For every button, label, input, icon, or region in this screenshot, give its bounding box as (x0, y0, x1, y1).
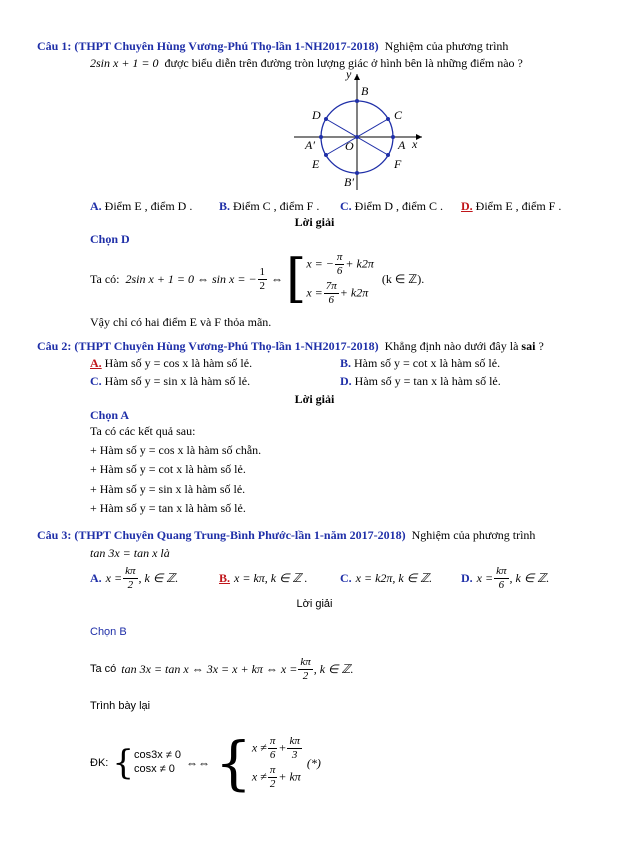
q1-choice: Chọn D (90, 232, 130, 246)
point-D (324, 117, 328, 121)
option-letter: C. (340, 570, 352, 585)
point-C (386, 117, 390, 121)
label-B: B (361, 84, 369, 98)
option-text: Hàm số y = tan x là hàm số lẻ. (354, 374, 501, 388)
q2-intro: Ta có các kết quả sau: (90, 424, 196, 438)
option-letter: B. (340, 356, 352, 370)
q2-option-a[interactable] (90, 356, 252, 371)
label-O: O (345, 139, 354, 153)
option-text: x = (105, 570, 123, 585)
q1-conclusion: Vậy chỉ có hai điểm E và F thỏa mãn. (90, 315, 272, 329)
option-text: x = kπ, k ∈ ℤ . (234, 570, 308, 585)
label-D: D (312, 108, 321, 122)
q2-choice: Chọn A (90, 408, 130, 422)
q3-option-b[interactable] (219, 562, 308, 594)
option-text: Điểm E , điểm D . (104, 199, 193, 213)
q3-option-d[interactable] (461, 562, 549, 594)
q2-source: (THPT Chuyên Hùng Vương-Phú Thọ-lần 1-NH2017-2018) (74, 339, 379, 353)
work-equation: 2sin x + 1 = 0 ⇔ sin x = − (125, 271, 257, 286)
q3-option-a[interactable] (90, 562, 178, 594)
q1-work (90, 249, 424, 309)
point-B-prime (355, 171, 359, 175)
q2-result-3: + Hàm số y = sin x là hàm số lẻ. (90, 482, 246, 496)
work-equation: tan 3x = tan x ⇔ 3x = x + kπ ⇔ x = (121, 661, 298, 676)
unit-circle-diagram (290, 68, 430, 194)
option-letter: C. (90, 374, 102, 388)
domain-k: (k ∈ ℤ). (381, 271, 425, 286)
fraction: $\frac{k\pi}{6}$ (496, 564, 507, 591)
option-text: Điểm E , điểm F . (475, 199, 562, 213)
q1-stem: Nghiệm của phương trình (384, 39, 509, 53)
option-text: , k ∈ ℤ. (509, 570, 550, 585)
q2-result-4: + Hàm số y = tan x là hàm số lẻ. (90, 501, 246, 515)
label-B-prime: B′ (344, 175, 354, 189)
cond-1: cos3x ≠ 0 (133, 749, 181, 762)
q2-stem-bold: sai (521, 339, 536, 353)
option-letter-correct: A. (90, 356, 102, 370)
q3-choice: Chọn B (90, 626, 127, 638)
label-A-prime: A′ (305, 138, 315, 152)
star-mark: (*) (306, 755, 321, 770)
point-B (355, 99, 359, 103)
q2-result-2: + Hàm số y = cot x là hàm số lẻ. (90, 462, 246, 476)
q3-source: (THPT Chuyên Quang Trung-Bình Phước-lần 1-năm 2017-2018) (74, 528, 406, 542)
q2-stem: Khẳng định nào dưới đây là (384, 339, 519, 353)
option-text: Điểm D , điểm C . (354, 199, 443, 213)
cond-2: cosx ≠ 0 (133, 763, 175, 775)
work-prefix: Ta có (90, 663, 117, 675)
q1-option-d[interactable] (461, 199, 561, 214)
q1-source: (THPT Chuyên Hùng Vương-Phú Thọ-lần 1-NH2017-2018) (74, 39, 379, 53)
fraction: $\frac{k\pi}{2}$ (300, 655, 311, 682)
q3-redo: Trình bày lại (90, 700, 151, 712)
q1-option-a[interactable] (90, 199, 192, 214)
q2-option-c[interactable] (90, 374, 250, 389)
point-A (391, 135, 395, 139)
q3-stem-line2: tan 3x = tan x là (90, 546, 170, 560)
fraction: $\frac{k\pi}{2}$ (125, 564, 136, 591)
option-text: , k ∈ ℤ. (138, 570, 179, 585)
case-2: x = $\frac{7\pi}{6}$ + k2π (306, 280, 369, 306)
q3-header (37, 528, 535, 543)
option-text: Hàm số y = cos x là hàm số lẻ. (104, 356, 253, 370)
q2-header (37, 339, 544, 354)
q1-option-b[interactable] (219, 199, 319, 214)
q1-option-c[interactable] (340, 199, 443, 214)
option-text: x = k2π, k ∈ ℤ. (355, 570, 433, 585)
q1-header (37, 38, 592, 54)
fraction-half: $\frac{1}{2}$ (259, 265, 266, 292)
label-C: C (394, 108, 403, 122)
sol-1: x ≠ $\frac{\pi}{6}$ + $\frac{k\pi}{3}$ (251, 735, 300, 761)
sol-2: x ≠ $\frac{\pi}{2}$ + kπ (251, 764, 301, 790)
condition-system (134, 749, 181, 777)
label-E: E (312, 157, 320, 171)
option-letter: A. (90, 199, 102, 213)
q2-option-d[interactable] (340, 374, 501, 389)
left-brace: { (112, 743, 134, 783)
solution-system (252, 736, 303, 790)
q3-work (90, 652, 353, 686)
label-A: A (398, 138, 406, 152)
q3-condition (90, 728, 321, 798)
q2-result-1: + Hàm số y = cos x là hàm số chẵn. (90, 443, 262, 457)
option-letter: D. (340, 374, 352, 388)
option-text: Điểm C , điểm F . (233, 199, 320, 213)
label-y: y (346, 68, 352, 81)
left-brace: { (215, 729, 252, 797)
iff-symbol: ⇔⇔ (186, 755, 210, 770)
bracket: [ (286, 249, 307, 309)
q3-stem: Nghiệm của phương trình (411, 528, 536, 542)
point-F (386, 153, 390, 157)
y-arrow (354, 74, 360, 80)
option-text: Hàm số y = cot x là hàm số lẻ. (354, 356, 501, 370)
q1-stem2: được biểu diễn trên đường tròn lượng giác ở hình bên là những điểm nào ? (164, 56, 523, 70)
point-E (324, 153, 328, 157)
option-letter-correct: B. (219, 570, 231, 585)
q3-label: Câu 3: (37, 528, 72, 542)
q2-solution-title: Lời giải (294, 392, 335, 406)
work-prefix: Ta có: (90, 271, 120, 286)
option-letter-correct: D. (461, 199, 473, 213)
q1-label: Câu 1: (37, 39, 72, 53)
option-text: Hàm số y = sin x là hàm số lẻ. (104, 374, 251, 388)
q3-option-c[interactable] (340, 562, 432, 594)
option-letter: C. (340, 199, 352, 213)
label-F: F (394, 157, 402, 171)
point-O (355, 135, 359, 139)
q3-solution-title: Lời giải (296, 598, 333, 610)
label-x: x (412, 137, 418, 151)
case-list (306, 252, 373, 306)
q2-label: Câu 2: (37, 339, 72, 353)
option-letter: B. (219, 199, 231, 213)
point-A-prime (319, 135, 323, 139)
q1-solution-title: Lời giải (294, 215, 335, 229)
option-text: x = (476, 570, 494, 585)
q1-equation: 2sin x + 1 = 0 (90, 56, 159, 70)
q2-stem-end: ? (538, 339, 544, 353)
option-letter: D. (461, 570, 473, 585)
dk-label: ĐK: (90, 757, 109, 769)
work-tail: , k ∈ ℤ. (313, 661, 354, 676)
option-letter: A. (90, 570, 102, 585)
case-1: x = − $\frac{\pi}{6}$ + k2π (306, 251, 374, 277)
iff-symbol: ⇔ (271, 271, 284, 286)
q2-option-b[interactable] (340, 356, 500, 371)
